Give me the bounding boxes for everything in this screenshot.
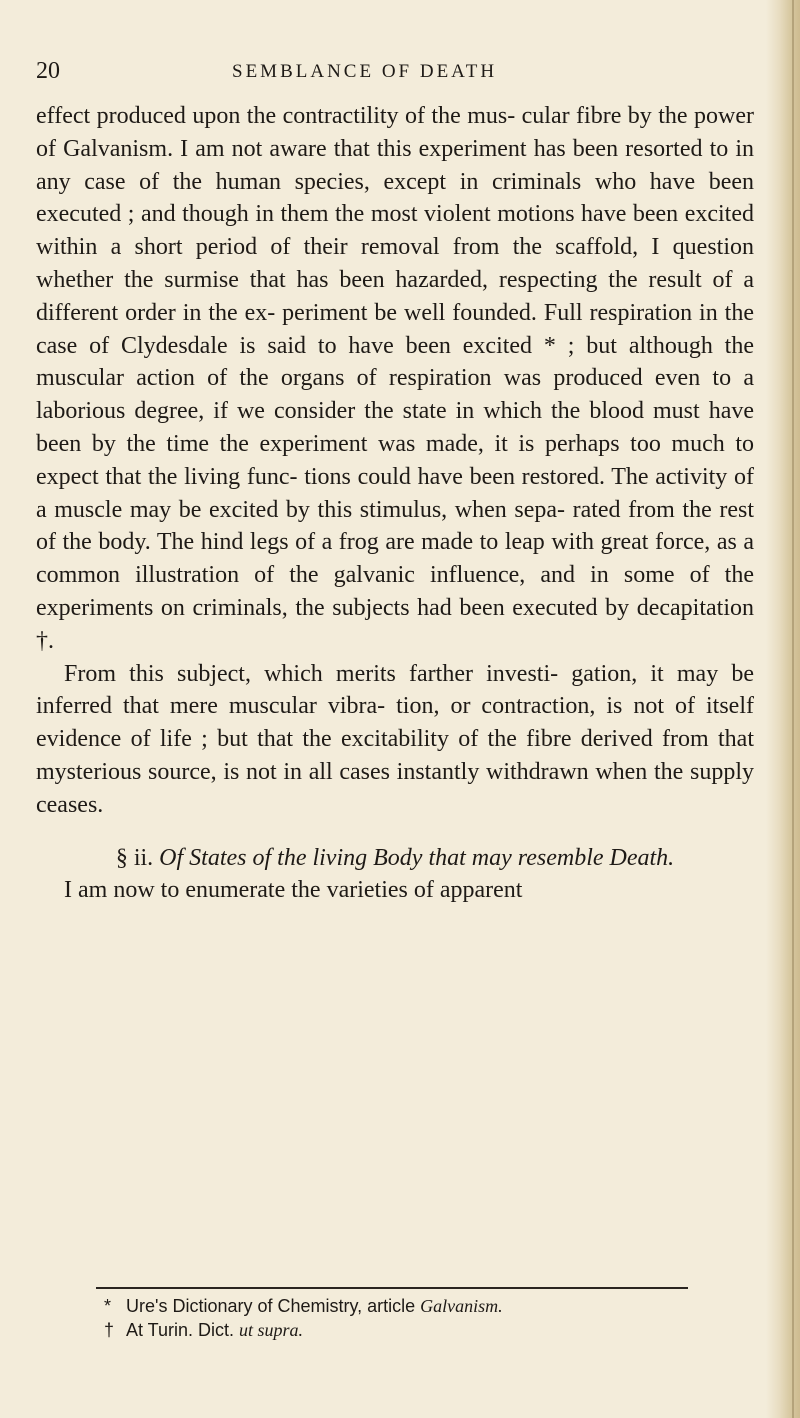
footnote-text: Ure's Dictionary of Chemistry, article [126,1296,421,1316]
footnotes [104,1294,744,1342]
page-edge [766,0,800,1418]
footnote-italic-text: ut supra. [239,1320,304,1340]
footnote [104,1294,744,1318]
running-head: SEMBLANCE OF DEATH [232,61,498,82]
paragraph: effect produced upon the contractility of the mus- cular fibre by the power of Galvanism. I am not aware that this experiment has been resorted to in any case of the human species, except in criminals who have been executed ; and though in them the most violent motions have been excited within a short period of their removal from the scaffold, I question whether the surmise that has been hazarded, respecting the result of a different order in the ex- periment be well founded. Full respiration in the case of Clydesdale is said to have been excited * ; but although the muscular action of the organs of respiration was produced even to a laborious degree, if we consider the state in which the blood must have been by the time the experiment was made, it is perhaps too much to expect that the living func- tions could have been restored. The activity of a muscle may be excited by this stimulus, when sepa- rated from the rest of the body. The hind legs of a frog are made to leap with great force, as a common illustration of the galvanic influence, and in some of the experiments on criminals, the subjects had been executed by decapitation †. [36,103,754,654]
paragraph: From this subject, which merits farther investi- gation, it may be inferred that mere muscular vibra- tion, or contraction, is not of itself evidence of life ; but that the excitability of the fibre derived from that mysterious source, is not in all cases instantly withdrawn when the supply ceases. [36,660,754,818]
paragraph: I am now to enumerate the varieties of apparent [64,877,523,904]
section-number: § ii. [115,844,154,871]
page-number: 20 [36,58,60,84]
footnote-marker: † [104,1320,115,1340]
footnote-text: At Turin. Dict. [126,1320,240,1340]
footnote-italic-text: Galvanism. [420,1296,503,1316]
body-text [36,100,754,907]
page-header [36,58,756,88]
footnote [104,1318,744,1342]
footnote-marker: * [104,1296,112,1316]
section-heading [36,842,754,875]
section-title: Of States of the living Body that may resemble Death. [159,844,675,871]
footnote-rule [96,1287,688,1289]
